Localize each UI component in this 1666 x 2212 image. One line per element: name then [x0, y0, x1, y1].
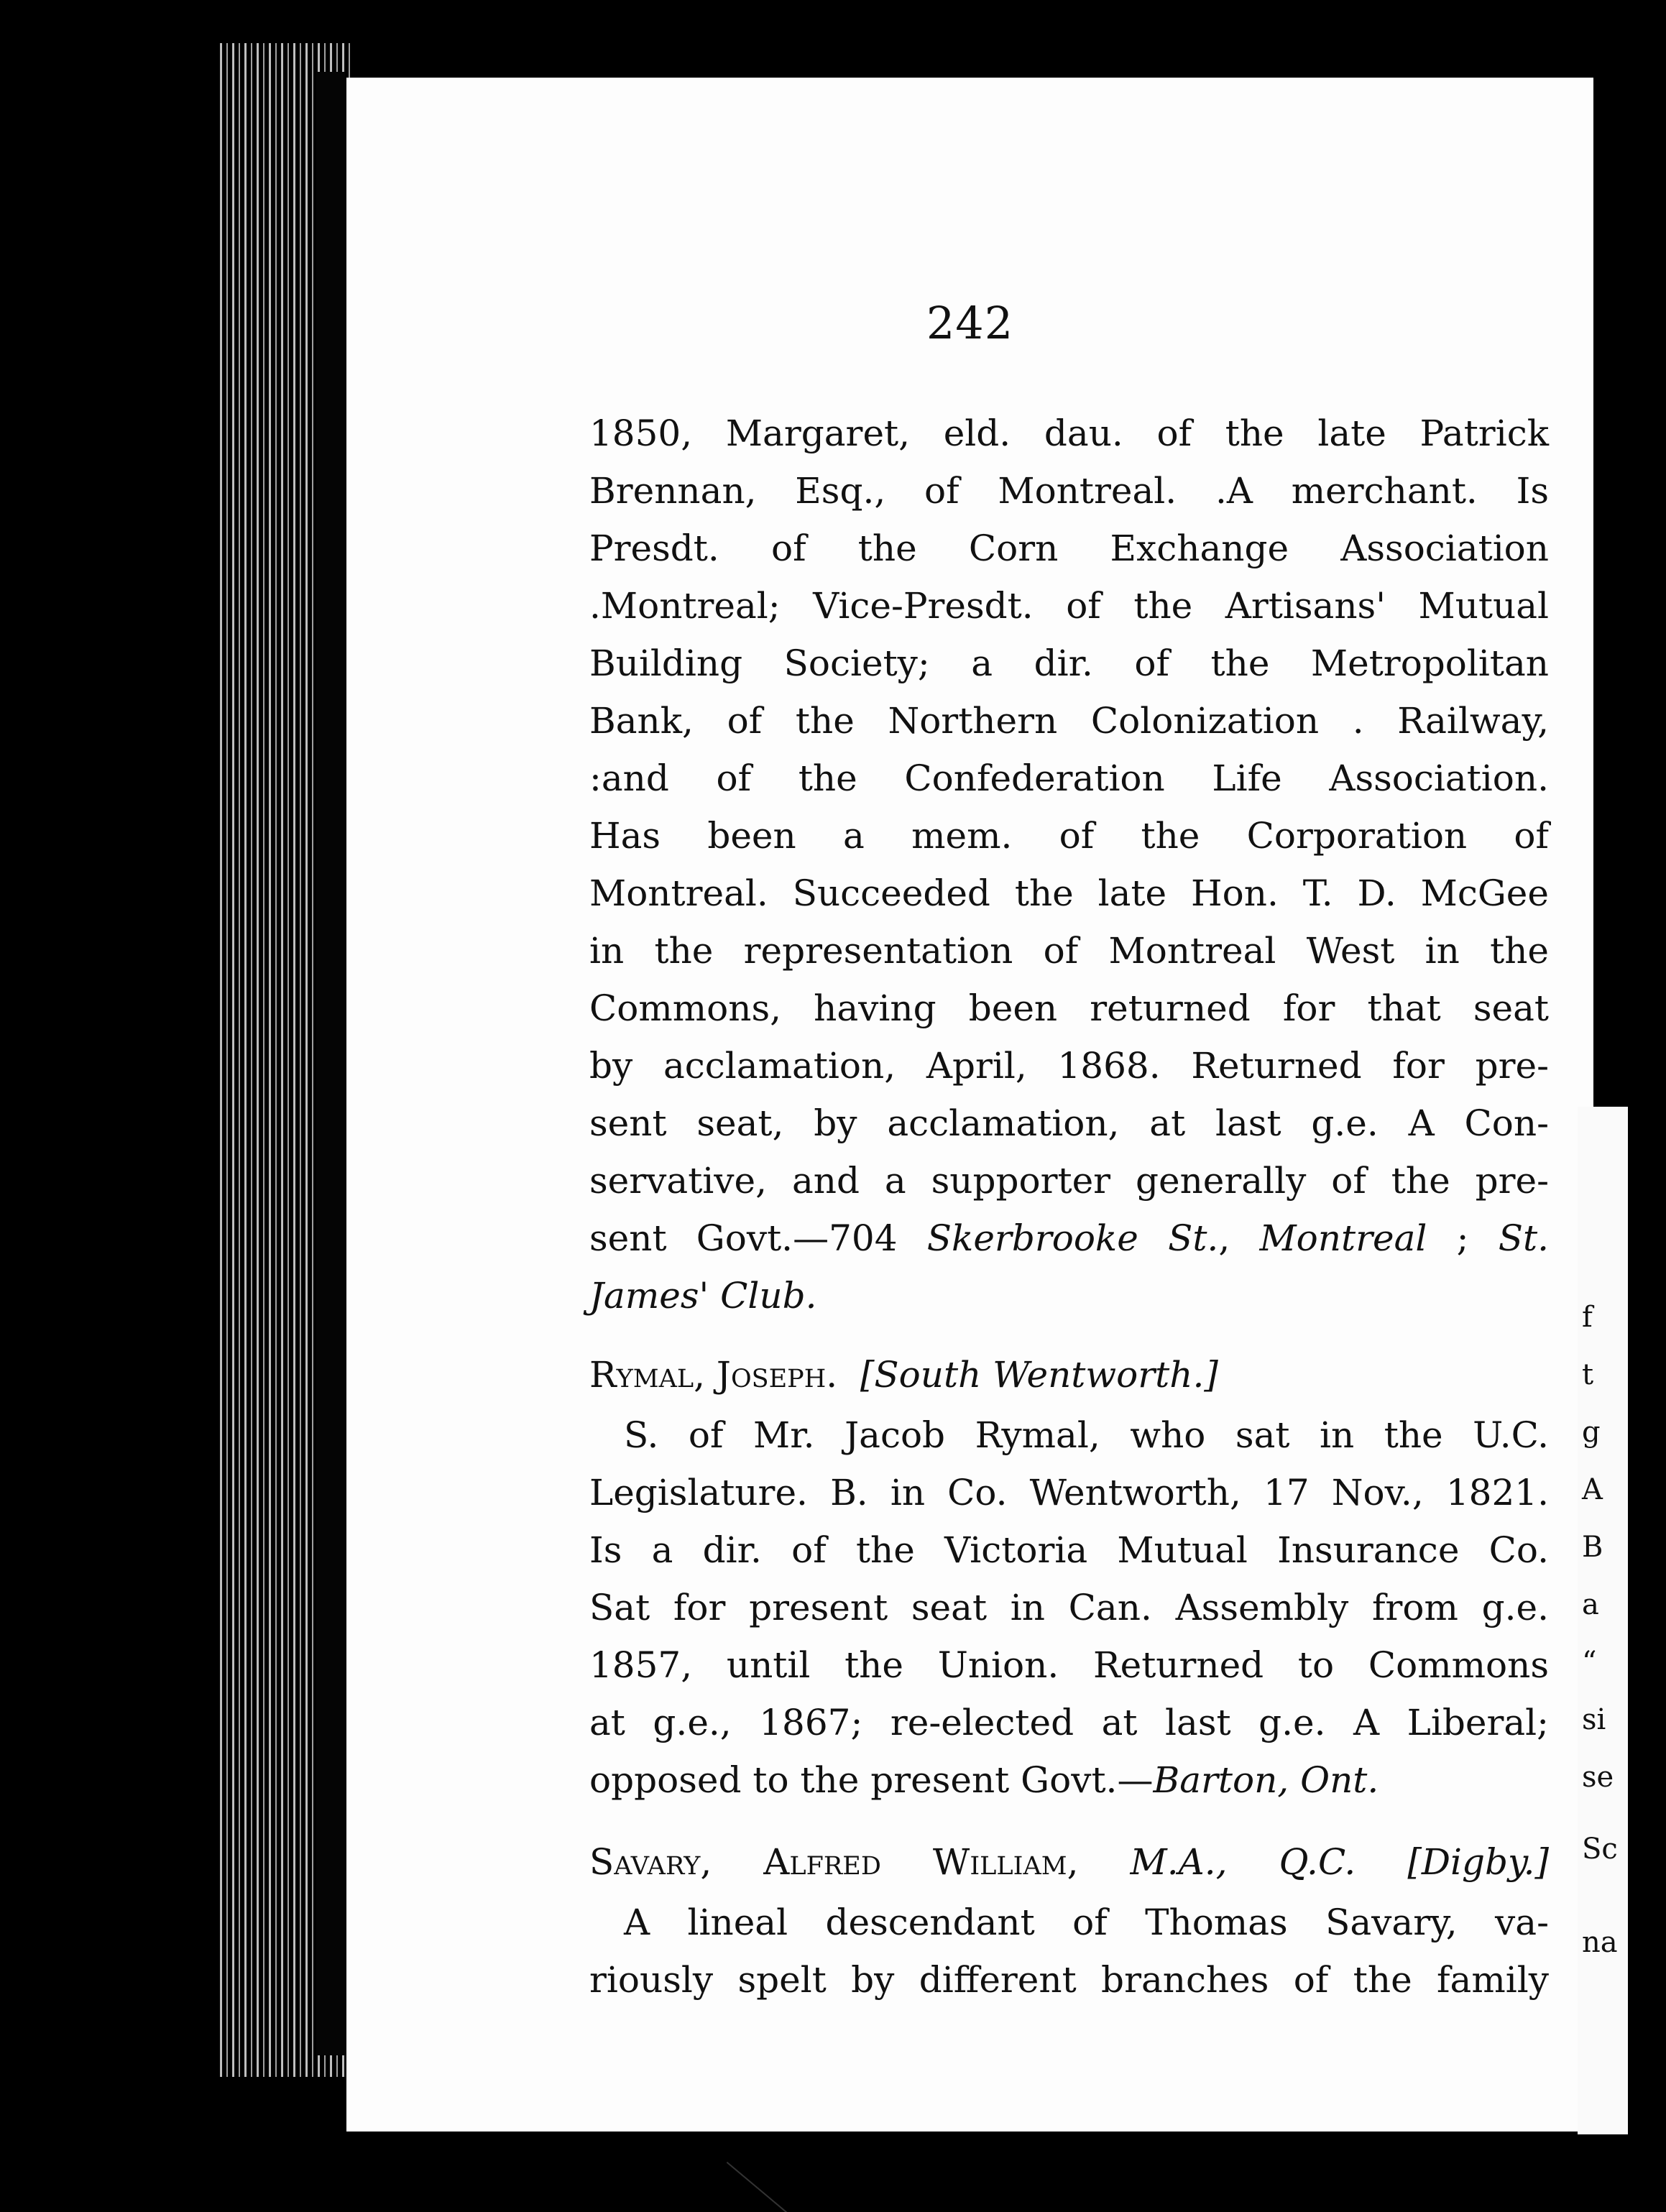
adjacent-page-edge — [1578, 1107, 1628, 2134]
text-line: Building Society; a dir. of the Metropolitan — [589, 642, 1549, 684]
address-line: sent Govt.—704 Skerbrooke St., Montreal ; St. — [589, 1217, 1549, 1259]
entry-address: Barton, Ont. — [1153, 1759, 1379, 1801]
entry-constituency: [Digby.] — [1407, 1841, 1549, 1883]
text-line: servative, and a supporter generally of the pre- — [589, 1160, 1549, 1202]
text-line: Brennan, Esq., of Montreal. .A merchant. Is — [589, 470, 1549, 512]
adjacent-page-fragment: A — [1582, 1473, 1603, 1506]
address-street: Skerbrooke St. — [926, 1217, 1219, 1259]
adjacent-page-fragment: Sc — [1582, 1833, 1618, 1866]
entry-name: Savary, Alfred William, — [589, 1841, 1079, 1883]
text-line: Sat for present seat in Can. Assembly from g.e. — [589, 1587, 1549, 1628]
text-line: Montreal. Succeeded the late Hon. T. D. McGee — [589, 872, 1549, 914]
adjacent-page-fragment: “ — [1582, 1646, 1597, 1679]
club-name-end: James' Club. — [589, 1275, 817, 1317]
address-city: Montreal — [1259, 1217, 1427, 1259]
text-line: 1850, Margaret, eld. dau. of the late Patrick — [589, 413, 1549, 454]
text-line: :and of the Confederation Life Association. — [589, 757, 1549, 799]
text-line: Legislature. B. in Co. Wentworth, 17 Nov., 1821. — [589, 1472, 1549, 1513]
book-page — [346, 78, 1593, 2132]
text-line: Bank, of the Northern Colonization . Railway, — [589, 700, 1549, 742]
adjacent-page-fragment: a — [1582, 1588, 1599, 1621]
adjacent-page-fragment: se — [1582, 1761, 1614, 1794]
entry-heading-rymal — [589, 1346, 1549, 1404]
text-line: S. of Mr. Jacob Rymal, who sat in the U.C. — [624, 1414, 1549, 1456]
text-fragment: opposed to the present Govt.— — [589, 1759, 1154, 1801]
page-gutter-shadow — [316, 72, 345, 2055]
text-line: riously spelt by different branches of the family — [589, 1959, 1549, 2001]
adjacent-page-fragment: t — [1582, 1358, 1594, 1391]
text-line: at g.e., 1867; re-elected at last g.e. A Liberal; — [589, 1702, 1549, 1743]
text-line: 1857, until the Union. Returned to Commons — [589, 1644, 1549, 1686]
text-line: Has been a mem. of the Corporation of — [589, 815, 1549, 857]
text-line: Commons, having been returned for that seat — [589, 987, 1549, 1029]
text-line: Presdt. of the Corn Exchange Association — [589, 527, 1549, 569]
page-text — [589, 405, 1549, 2009]
adjacent-page-fragment: g — [1582, 1416, 1601, 1449]
text-fragment: sent Govt.—704 — [589, 1217, 927, 1259]
entry-constituency: [South Wentworth.] — [860, 1354, 1218, 1396]
text-line: by acclamation, April, 1868. Returned for pre- — [589, 1045, 1549, 1087]
address-line — [589, 1751, 1549, 1809]
adjacent-page-fragment: f — [1582, 1301, 1593, 1334]
adjacent-page-fragment: si — [1582, 1703, 1606, 1736]
text-line: Is a dir. of the Victoria Mutual Insurance Co. — [589, 1529, 1549, 1571]
adjacent-page-fragment: B — [1582, 1531, 1603, 1564]
entry-name: Rymal, Joseph. — [589, 1354, 838, 1396]
page-scratch-mark — [727, 2162, 793, 2212]
text-line: A lineal descendant of Thomas Savary, va- — [624, 1902, 1549, 1943]
page-number: 242 — [926, 297, 1014, 349]
text-line: .Montreal; Vice-Presdt. of the Artisans' Mutual — [589, 585, 1549, 627]
club-name-start: St. — [1498, 1217, 1549, 1259]
adjacent-page-fragment: na — [1582, 1926, 1618, 1959]
entry-degrees: M.A., Q.C. — [1130, 1841, 1356, 1883]
entry-heading-savary — [589, 1833, 1549, 1891]
text-line: sent seat, by acclamation, at last g.e. A Con- — [589, 1102, 1549, 1144]
text-line: in the representation of Montreal West in the — [589, 930, 1549, 972]
